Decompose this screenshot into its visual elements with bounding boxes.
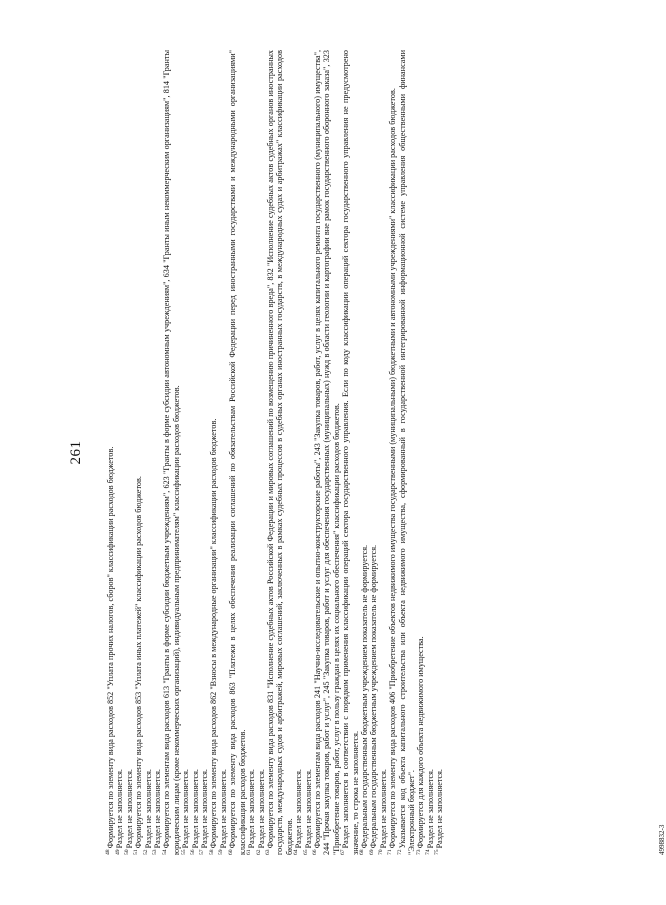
footnote-text: Раздел не заполняется. xyxy=(435,769,445,849)
footnote-text: Раздел не заполняется. xyxy=(425,769,435,849)
footnote-text: Раздел не заполняется. xyxy=(181,769,191,849)
document-code: 4998832-3 xyxy=(658,824,666,855)
footnote-number: 70 xyxy=(378,849,385,855)
footnote xyxy=(388,50,397,855)
footnote-number: 74 xyxy=(425,849,432,855)
footnote-number: 49 xyxy=(114,849,121,855)
footnote-number: 71 xyxy=(387,849,394,855)
footnote-number: 69 xyxy=(368,849,375,855)
footnote xyxy=(209,50,218,855)
footnote xyxy=(341,50,360,855)
footnote-text: Формируется для каждого объекта недвижимого имущества. xyxy=(416,636,426,849)
footnote xyxy=(106,50,115,855)
footnote xyxy=(181,50,190,855)
footnotes-list xyxy=(106,50,445,855)
footnote-text: Формируется по элементу вида расходов 852 "Уплата прочих налогов, сборов" классификации расходов бюджетов. xyxy=(106,446,115,849)
footnote-number: 68 xyxy=(359,849,366,855)
footnote xyxy=(125,50,134,855)
footnote-text: Раздел не заполняется. xyxy=(256,769,266,849)
footnote-text: Раздел не заполняется. xyxy=(115,769,125,849)
footnote-text: Формируется по элементу вида расходов 862 "Взносы в международные организации" классификации расходов бюджетов. xyxy=(209,418,219,849)
footnote-text: Формируется по элементам вида расходов 241 "Научно-исследовательские и опытно-конструкторские работы", 243 "Закупка товаров, работ, услуг в целях капитального ремонта государственного (муниципального) имущества", 244 "Прочая закупка товаров, работ и услуг", 245 "Закупка товаров, работ и услуг для обеспечения государственных (муниципальных) нужд в области геологии и картографии вне рамок государственного оборонного заказа", 323 "Приобретение товаров, работ, услуг в пользу граждан в целях их социального обеспечения" классификации расходов бюджетов. xyxy=(312,50,341,855)
footnote xyxy=(426,50,435,855)
footnote xyxy=(162,50,181,855)
footnote-number: 60 xyxy=(227,849,234,855)
footnote-text: Раздел не заполняется. xyxy=(153,769,163,849)
footnote-text: Федеральным государственным бюджетным учреждением показатель не формируется. xyxy=(369,544,379,849)
page-number: 261 xyxy=(68,440,84,465)
footnote xyxy=(191,50,200,855)
footnote-number: 56 xyxy=(189,849,196,855)
footnote-number: 62 xyxy=(255,849,262,855)
footnote xyxy=(304,50,313,855)
footnote xyxy=(247,50,256,855)
footnote-text: Формируется по элементу вида расходов 863 "Платежи в целях обеспечения реализации соглашений по обязательствам Российской Федерации перед иностранными государствами и международными организациями" классификации расходов бюджетов. xyxy=(228,50,247,855)
footnote-text: Раздел не заполняется. xyxy=(247,769,257,849)
footnote-text: Раздел не заполняется. xyxy=(124,769,134,849)
footnote xyxy=(294,50,303,855)
footnote xyxy=(266,50,294,855)
footnote xyxy=(219,50,228,855)
footnote-number: 66 xyxy=(312,849,319,855)
footnote xyxy=(313,50,341,855)
footnote-number: 63 xyxy=(265,849,272,855)
footnote-text: Формируется по элементу вида расходов 406 "Приобретение объектов недвижимого имущества государственными (муниципальными) бюджетными и автономными учреждениями" классификации расходов бюджетов. xyxy=(388,88,398,849)
footnote-text: Раздел заполняется в соответствии с порядком применения классификации операций сектора государственного управления. Если по коду классификации операций сектора государственного управления не предусмотрено значение, то строка не заполняется. xyxy=(341,50,360,855)
footnote xyxy=(416,50,425,855)
footnote-number: 61 xyxy=(246,849,253,855)
footnote-number: 53 xyxy=(152,849,159,855)
footnote-text: Раздел не заполняется. xyxy=(200,769,210,849)
footnote xyxy=(115,50,124,855)
footnote-number: 54 xyxy=(161,849,168,855)
footnote xyxy=(398,50,417,855)
footnote-number: 73 xyxy=(415,849,422,855)
footnote-text: Формируется по элементам вида расходов 613 "Гранты в форме субсидии бюджетным учреждениям", 623 "Гранты в форме субсидии автономным учреждениям", 634 "Гранты иным некоммерческим организациям", 814 "Гранты юридическим лицам (кроме некоммерческих организаций), индивидуальным предпринимателям" классификации расходов бюджетов. xyxy=(162,50,181,855)
footnote-text: Раздел не заполняется. xyxy=(303,769,313,849)
footnote-text: Раздел не заполняется. xyxy=(143,769,153,849)
footnote-number: 64 xyxy=(293,849,300,855)
footnote-number: 67 xyxy=(340,849,347,855)
footnote xyxy=(144,50,153,855)
footnote-number: 55 xyxy=(180,849,187,855)
footnote-text: Раздел не заполняется. xyxy=(190,769,200,849)
footnote-text: Формируется по элементу вида расходов 853 "Уплата иных платежей" классификации расходов бюджетов. xyxy=(134,476,144,849)
footnote-text: Указывается код объекта капитального строительства или объекта недвижимого имущества, сформированный в государственной интегрированной информационной системе управления общественными финансами "Электронный бюджет". xyxy=(397,50,416,855)
footnote xyxy=(369,50,378,855)
document-page xyxy=(66,50,666,855)
footnote xyxy=(257,50,266,855)
footnote xyxy=(379,50,388,855)
footnote-text: Раздел не заполняется. xyxy=(218,769,228,849)
footnote-number: 48 xyxy=(105,849,112,855)
footnote xyxy=(360,50,369,855)
footnote xyxy=(134,50,143,855)
footnote-number: 52 xyxy=(142,849,149,855)
footnote-number: 59 xyxy=(218,849,225,855)
footnote-text: Раздел не заполняется. xyxy=(378,769,388,849)
footnote-number: 65 xyxy=(302,849,309,855)
footnote-number: 50 xyxy=(124,849,131,855)
footnote-number: 51 xyxy=(133,849,140,855)
footnote-text: Формируется по элементу вида расходов 831 "Исполнение судебных актов Российской Федерации и мировых соглашений по возмещению причиненного вреда", 832 "Исполнение судебных актов судебных органов иностранных государств, международных судов и арбитражей, мировых соглашений, заключенных в рамках судебных процессов в судебных органах иностранных государств, в международных судах и арбитражах" классификации расходов бюджетов. xyxy=(265,50,294,855)
footnote-number: 72 xyxy=(396,849,403,855)
footnote-text: Раздел не заполняется. xyxy=(294,769,304,849)
footnote xyxy=(435,50,444,855)
footnote xyxy=(228,50,247,855)
footnote-text: Федеральным государственным бюджетным учреждением показатель не формируется. xyxy=(359,544,369,849)
footnote-number: 57 xyxy=(199,849,206,855)
footnote-number: 75 xyxy=(434,849,441,855)
footnote-number: 58 xyxy=(208,849,215,855)
rotated-page-container xyxy=(66,50,666,855)
